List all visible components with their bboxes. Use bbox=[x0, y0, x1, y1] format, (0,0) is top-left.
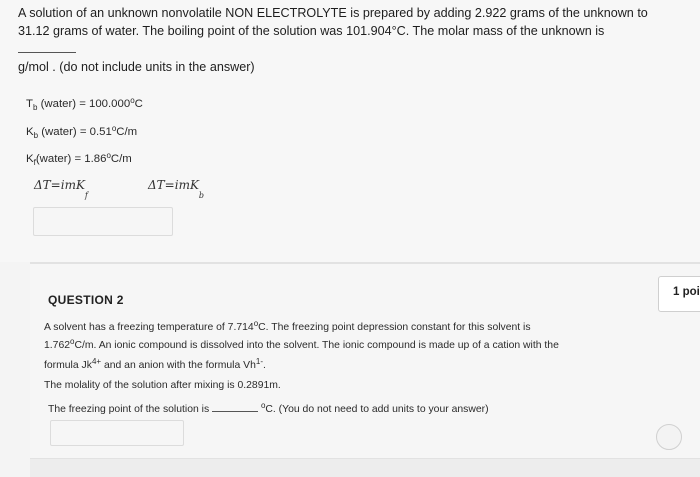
question-2-line-5: The freezing point of the solution is $^o$C. (You do not need to add units to your answer) bbox=[48, 401, 489, 415]
status-circle-icon bbox=[656, 424, 682, 450]
question-2-line-3: formula $Jk^{4+}$ and an anion with the formula $Vh^{1-}$. bbox=[44, 357, 266, 371]
question-2-line-2: 1.762$^o$C/m. An ionic compound is dissolved into the solvent. The ionic compound is made up of a cation with the bbox=[44, 337, 559, 351]
kb-water-constant: $K_b$ (water) = $0.51^oC/m$ bbox=[26, 124, 138, 140]
tb-water-constant: $T_b$ (water) = $100.000^oC$ bbox=[26, 96, 143, 112]
question-1-prompt bbox=[18, 4, 658, 76]
answer-blank bbox=[212, 401, 258, 412]
points-label: 1 poi bbox=[673, 286, 700, 298]
freezing-point-formula: ΔT=imK$_f$ bbox=[34, 178, 88, 200]
prompt-line-2: 31.12 grams of water. The boiling point of the solution was 101.904°C. The molar mass of the unknown is bbox=[18, 22, 658, 58]
prompt-line-1: A solution of an unknown nonvolatile NON ELECTROLYTE is prepared by adding 2.922 grams of the unknown to bbox=[18, 6, 648, 20]
prompt-line-3: g/mol . (do not include units in the answer) bbox=[18, 60, 255, 74]
answer-blank bbox=[18, 42, 76, 53]
question-2-answer-input[interactable] bbox=[50, 420, 184, 446]
next-question-bar bbox=[30, 458, 700, 477]
boiling-point-formula: ΔT=imK$_b$ bbox=[148, 178, 205, 200]
question-1-answer-input[interactable] bbox=[33, 207, 173, 236]
kf-water-constant: $K_f(water) = 1.86^oC/m$ bbox=[26, 151, 132, 167]
question-2-line-1: A solvent has a freezing temperature of 7.714$^o$C. The freezing point depression constant for this solvent is bbox=[44, 319, 531, 333]
question-2-line-4: The molality of the solution after mixing is 0.2891m. bbox=[44, 380, 281, 391]
question-2-title: QUESTION 2 bbox=[48, 293, 124, 307]
points-badge bbox=[658, 276, 700, 312]
